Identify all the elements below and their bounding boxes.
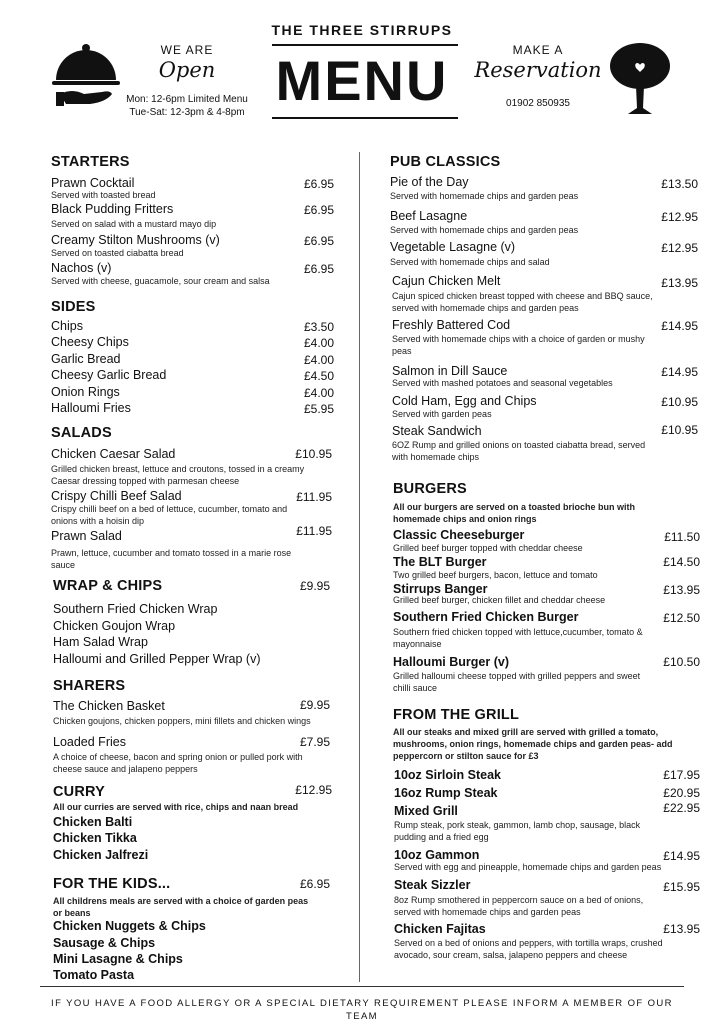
menu-item-price: £15.95 <box>663 880 700 894</box>
menu-item-price: £10.95 <box>295 447 332 461</box>
menu-item-price: £12.95 <box>661 241 698 255</box>
menu-item-name: Chicken Goujon Wrap <box>53 619 176 633</box>
section-title-wrap: WRAP & CHIPS <box>53 578 163 594</box>
menu-item-name: Prawn Cocktail <box>51 176 135 190</box>
menu-item-desc: Served with egg and pineapple, homemade chips and garden peas <box>394 862 662 872</box>
menu-item-desc: mayonnaise <box>393 639 442 649</box>
menu-item-name: Southern Fried Chicken Burger <box>393 610 579 624</box>
menu-item-desc: served with homemade chips and garden peas <box>394 907 581 917</box>
menu-item-name: 10oz Gammon <box>394 848 480 862</box>
menu-item-desc: Two grilled beef burgers, bacon, lettuce and tomato <box>393 570 598 580</box>
menu-item-price: £6.95 <box>303 177 334 191</box>
menu-item-price: £4.00 <box>303 336 334 350</box>
menu-item-name: Creamy Stilton Mushrooms (v) <box>51 233 220 247</box>
menu-item-name: Onion Rings <box>51 385 120 399</box>
menu-item-price: £10.95 <box>661 423 698 437</box>
section-title-salads: SALADS <box>51 425 112 441</box>
menu-item-price: £3.50 <box>303 320 334 334</box>
page-title: MENU <box>275 49 449 112</box>
section-note: homemade chips and onion rings <box>393 514 537 524</box>
menu-item-desc: Served with homemade chips and garden peas <box>390 225 579 235</box>
menu-item-name: Loaded Fries <box>53 735 126 749</box>
menu-item-desc: served with homemade chips and garden peas <box>392 303 579 313</box>
section-title-pub-classics: PUB CLASSICS <box>390 154 501 170</box>
menu-item-price: £20.95 <box>663 786 700 800</box>
section-title-sharers: SHARERS <box>53 678 126 694</box>
hours-line-2: Tue-Sat: 12-3pm & 4-8pm <box>129 107 245 118</box>
menu-item-name: Vegetable Lasagne (v) <box>390 240 516 254</box>
menu-item-name: Garlic Bread <box>51 352 121 366</box>
menu-item-price: £5.95 <box>303 402 334 416</box>
menu-item-name: Freshly Battered Cod <box>392 318 511 332</box>
menu-item-desc: 6OZ Rump and grilled onions on toasted ciabatta bread, served <box>392 440 646 450</box>
menu-item-desc: Served with homemade chips and garden peas <box>390 191 579 201</box>
menu-item-name: Salmon in Dill Sauce <box>392 364 508 378</box>
section-title-starters: STARTERS <box>51 154 130 170</box>
header-rule-top <box>272 44 458 46</box>
menu-item-price: £4.50 <box>303 369 334 383</box>
menu-item-desc: avocado, sour cream, salsa, jalapeno peppers and cheese <box>394 950 628 960</box>
section-title-burgers: BURGERS <box>393 481 467 497</box>
menu-item-price: £4.00 <box>303 386 334 400</box>
menu-item-desc: with homemade chips <box>392 452 480 462</box>
menu-item-price: £22.95 <box>663 801 700 815</box>
open-script: Open <box>158 58 216 82</box>
we-are-label: WE ARE <box>160 43 214 57</box>
menu-item-desc: Served on salad with a mustard mayo dip <box>51 219 217 229</box>
column-divider <box>359 152 360 982</box>
menu-item-name: The BLT Burger <box>393 555 487 569</box>
menu-item-price: £11.50 <box>664 530 700 544</box>
menu-item-price: £6.95 <box>303 203 334 217</box>
section-title-kids: FOR THE KIDS... <box>53 876 171 892</box>
menu-item-name: Beef Lasagne <box>390 209 468 223</box>
menu-item-name: Crispy Chilli Beef Salad <box>51 489 182 503</box>
section-title-grill: FROM THE GRILL <box>393 707 520 723</box>
menu-item-desc: chilli sauce <box>393 683 438 693</box>
menu-item-desc: Chicken goujons, chicken poppers, mini fillets and chicken wings <box>53 716 311 726</box>
menu-item-name: Black Pudding Fritters <box>51 202 174 216</box>
section-note: or beans <box>53 908 91 918</box>
reservation-script: Reservation <box>474 58 602 82</box>
menu-item-name: Chicken Nuggets & Chips <box>53 919 206 933</box>
menu-item-desc: Grilled halloumi cheese topped with grilled peppers and sweet <box>393 671 641 681</box>
menu-item-price: £14.95 <box>661 365 698 379</box>
menu-item-name: Chicken Tikka <box>53 831 137 845</box>
phone-number: 01902 850935 <box>506 98 570 109</box>
menu-item-desc: Southern fried chicken topped with lettuce,cucumber, tomato & <box>393 627 643 637</box>
menu-item-desc: Served on a bed of onions and peppers, with tortilla wraps, crushed <box>394 938 663 948</box>
menu-item-desc: onions with a hoisin dip <box>51 516 145 526</box>
menu-item-desc: Served with toasted bread <box>51 190 156 200</box>
allergy-notice-line2: TEAM <box>346 1011 378 1022</box>
menu-item-name: Mixed Grill <box>394 804 458 818</box>
menu-item-name: Chicken Fajitas <box>394 922 486 936</box>
menu-item-name: Tomato Pasta <box>53 968 135 982</box>
menu-item-price: £13.95 <box>663 922 700 936</box>
menu-item-name: 10oz Sirloin Steak <box>394 768 501 782</box>
section-title-curry: CURRY <box>53 784 106 800</box>
make-a-label: MAKE A <box>512 43 564 57</box>
menu-item-name: Sausage & Chips <box>53 936 156 950</box>
menu-item-name: Classic Cheeseburger <box>393 528 525 542</box>
menu-item-desc: Served with homemade chips and salad <box>390 257 550 267</box>
section-note: All our curries are served with rice, chips and naan bread <box>53 802 299 812</box>
menu-item-name: 16oz Rump Steak <box>394 786 498 800</box>
menu-item-name: Steak Sandwich <box>392 424 482 438</box>
menu-item-name: Stirrups Banger <box>393 582 488 596</box>
tree-heart-icon <box>608 42 672 118</box>
menu-item-price: £10.95 <box>661 395 698 409</box>
menu-item-desc: peas <box>392 346 412 356</box>
menu-item-desc: pudding and a fried egg <box>394 832 489 842</box>
menu-item-price: £14.50 <box>663 555 700 569</box>
hours-line-1: Mon: 12-6pm Limited Menu <box>126 94 248 105</box>
section-note: mushrooms, onion rings, homemade chips and garden peas- add <box>393 739 673 749</box>
menu-item-desc: Served with mashed potatoes and seasonal vegetables <box>392 378 613 388</box>
menu-item-price: £4.00 <box>303 353 334 367</box>
menu-item-desc: sauce <box>51 560 76 570</box>
menu-item-name: Cajun Chicken Melt <box>392 274 501 288</box>
menu-item-price: £13.50 <box>661 177 698 191</box>
menu-item-name: Chicken Jalfrezi <box>53 848 149 862</box>
menu-item-name: Nachos (v) <box>51 261 112 275</box>
menu-item-name: Halloumi Fries <box>51 401 131 415</box>
menu-item-name: Halloumi Burger (v) <box>393 655 509 669</box>
menu-item-price: £11.95 <box>296 524 332 538</box>
menu-item-desc: Served with homemade chips with a choice of garden or mushy <box>392 334 645 344</box>
menu-item-name: Prawn Salad <box>51 529 122 543</box>
menu-item-name: Cheesy Chips <box>51 335 129 349</box>
menu-item-name: Mini Lasagne & Chips <box>53 952 183 966</box>
header-rule-bottom <box>272 117 458 119</box>
menu-item-desc: Served with cheese, guacamole, sour cream and salsa <box>51 276 270 286</box>
menu-item-desc: Prawn, lettuce, cucumber and tomato tossed in a marie rose <box>51 548 292 558</box>
menu-item-price: £10.50 <box>663 655 700 669</box>
menu-item-price: £6.95 <box>303 234 334 248</box>
section-note: All our steaks and mixed grill are served with grilled a tomato, <box>393 727 659 737</box>
menu-item-price: £11.95 <box>296 490 332 504</box>
menu-item-desc: A choice of cheese, bacon and spring onion or pulled pork with <box>53 752 303 762</box>
menu-item-desc: Served with garden peas <box>392 409 492 419</box>
section-note: All our burgers are served on a toasted brioche bun with <box>393 502 636 512</box>
menu-item-name: Pie of the Day <box>390 175 469 189</box>
menu-item-price: £17.95 <box>663 768 700 782</box>
menu-item-desc: Grilled beef burger, chicken fillet and cheddar cheese <box>393 595 606 605</box>
menu-item-desc: Served on toasted ciabatta bread <box>51 248 184 258</box>
menu-item-name: Cheesy Garlic Bread <box>51 368 167 382</box>
menu-item-desc: Crispy chilli beef on a bed of lettuce, cucumber, tomato and <box>51 504 288 514</box>
menu-item-price: £13.95 <box>663 583 700 597</box>
menu-item-price: £14.95 <box>663 849 700 863</box>
menu-item-desc: Grilled chicken breast, lettuce and croutons, tossed in a creamy <box>51 464 305 474</box>
menu-item-price: £13.95 <box>661 276 698 290</box>
section-note: peppercorn or stilton sauce for £3 <box>393 751 539 761</box>
section-price: £6.95 <box>299 877 330 891</box>
menu-item-name: Chicken Caesar Salad <box>51 447 176 461</box>
menu-item-price: £9.95 <box>299 698 330 712</box>
menu-item-desc: 8oz Rump smothered in peppercorn sauce on a bed of onions, <box>394 895 644 905</box>
menu-item-price: £14.95 <box>661 319 698 333</box>
menu-item-name: Chicken Balti <box>53 815 133 829</box>
menu-item-desc: Cajun spiced chicken breast topped with cheese and BBQ sauce, <box>392 291 653 301</box>
menu-item-name: Ham Salad Wrap <box>53 635 148 649</box>
menu-item-price: £6.95 <box>303 262 334 276</box>
menu-item-price: £7.95 <box>299 735 330 749</box>
menu-item-name: The Chicken Basket <box>53 699 165 713</box>
menu-item-name: Chips <box>51 319 83 333</box>
menu-item-price: £12.95 <box>661 210 698 224</box>
section-price: £12.95 <box>295 783 332 797</box>
menu-item-name: Cold Ham, Egg and Chips <box>392 394 537 408</box>
section-title-sides: SIDES <box>51 299 96 315</box>
footer-rule <box>40 986 684 987</box>
menu-item-desc: Rump steak, pork steak, gammon, lamb chop, sausage, black <box>394 820 641 830</box>
section-note: All childrens meals are served with a choice of garden peas <box>53 896 309 906</box>
menu-item-name: Steak Sizzler <box>394 878 471 892</box>
menu-item-price: £12.50 <box>663 611 700 625</box>
menu-item-desc: cheese sauce and jalapeno peppers <box>53 764 198 774</box>
venue-name: THE THREE STIRRUPS <box>271 22 453 38</box>
section-price: £9.95 <box>299 579 330 593</box>
allergy-notice-line1: IF YOU HAVE A FOOD ALLERGY OR A SPECIAL DIETARY REQUIREMENT PLEASE INFORM A MEMBER OF OUR <box>51 998 673 1009</box>
menu-item-name: Southern Fried Chicken Wrap <box>53 602 218 616</box>
menu-item-desc: Caesar dressing topped with parmesan cheese <box>51 476 240 486</box>
menu-item-name: Halloumi and Grilled Pepper Wrap (v) <box>53 652 261 666</box>
menu-item-desc: Grilled beef burger topped with cheddar cheese <box>393 543 583 553</box>
